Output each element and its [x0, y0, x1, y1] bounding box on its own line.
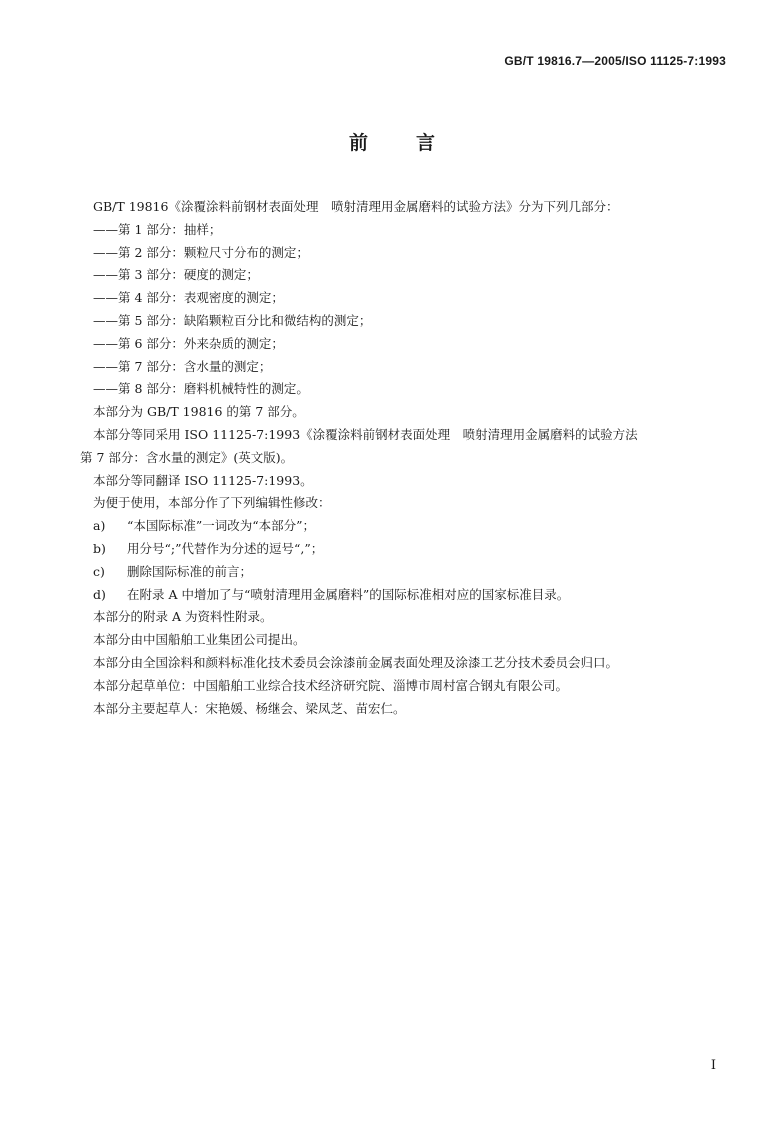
- intro-paragraph: GB/T 19816《涂覆涂料前钢材表面处理 喷射清理用金属磨料的试验方法》分为下列几部分：: [93, 199, 619, 214]
- part-item: ——第 8 部分：磨料机械特性的测定。: [93, 381, 309, 397]
- proposed-paragraph: 本部分由中国船舶工业集团公司提出。: [93, 632, 306, 648]
- edit-text: 用分号“;”代替作为分述的逗号“,”；: [127, 540, 324, 556]
- equivalent-paragraph-line2: 第 7 部分：含水量的测定》(英文版)。: [80, 449, 294, 465]
- standard-number: GB/T 19816.7—2005/ISO 11125-7:1993: [504, 54, 726, 68]
- part-item: ——第 6 部分：外来杂质的测定；: [93, 335, 284, 351]
- drafters-paragraph: 本部分主要起草人：宋艳媛、杨继会、梁凤芝、苗宏仁。: [93, 700, 406, 716]
- part-item: ——第 5 部分：缺陷颗粒百分比和微结构的测定；: [93, 312, 372, 328]
- annex-paragraph: 本部分的附录 A 为资料性附录。: [93, 609, 273, 625]
- edit-text: 在附录 A 中增加了与“喷射清理用金属磨料”的国际标准相对应的国家标准目录。: [127, 586, 570, 602]
- edits-intro-paragraph: 为便于使用，本部分作了下列编辑性修改：: [93, 495, 331, 511]
- edit-marker: b): [93, 540, 106, 556]
- part-item: ——第 3 部分：硬度的测定；: [93, 267, 259, 283]
- page-number: I: [710, 1058, 716, 1073]
- drafting-units-paragraph: 本部分起草单位：中国船舶工业综合技术经济研究院、淄博市周村富合钢丸有限公司。: [93, 677, 569, 693]
- edit-text: 删除国际标准的前言；: [127, 563, 253, 579]
- part-item: ——第 1 部分：抽样；: [93, 221, 222, 237]
- edit-marker: c): [93, 563, 105, 579]
- edit-marker: d): [93, 586, 106, 602]
- edit-item: [80, 561, 732, 584]
- edit-marker: a): [93, 518, 106, 534]
- part-item: ——第 4 部分：表观密度的测定；: [93, 290, 284, 306]
- translation-paragraph: 本部分等同翻译 ISO 11125-7:1993。: [93, 472, 313, 488]
- this-part-paragraph: 本部分为 GB/T 19816 的第 7 部分。: [93, 404, 305, 420]
- foreword-body: [80, 196, 732, 720]
- part-item: ——第 2 部分：颗粒尺寸分布的测定；: [93, 244, 309, 260]
- edit-item: [80, 584, 732, 607]
- centralized-paragraph: 本部分由全国涂料和颜料标准化技术委员会涂漆前金属表面处理及涂漆工艺分技术委员会归口。: [93, 654, 619, 670]
- page-title: 前言: [348, 132, 483, 154]
- edit-item: [80, 538, 732, 561]
- part-item: ——第 7 部分：含水量的测定；: [93, 358, 272, 374]
- equivalent-paragraph-line1: 本部分等同采用 ISO 11125-7:1993《涂覆涂料前钢材表面处理 喷射清理用金属磨料的试验方法: [93, 426, 638, 442]
- edit-item: [80, 515, 732, 538]
- edit-text: “本国际标准”一词改为“本部分”；: [127, 518, 316, 534]
